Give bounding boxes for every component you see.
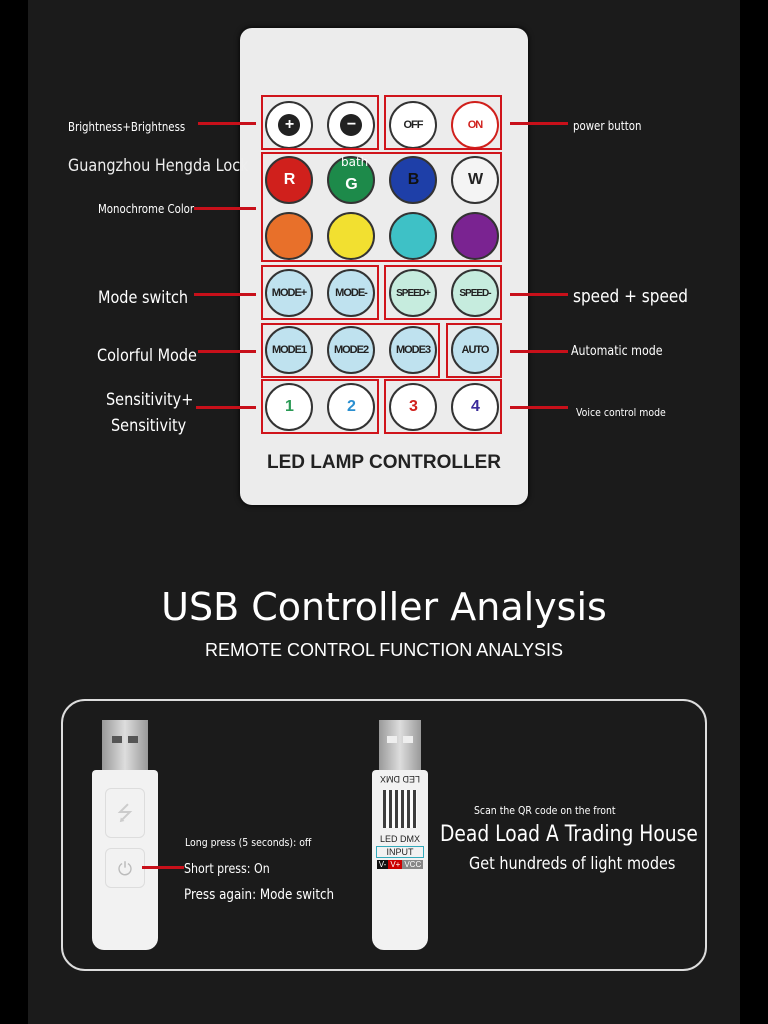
connector-line: [142, 866, 184, 869]
brightness-label: Brightness+Brightness: [68, 120, 186, 134]
long-press-text: Long press (5 seconds): off: [185, 836, 312, 849]
speed-label: speed + speed: [573, 286, 688, 307]
red-button[interactable]: R: [265, 156, 313, 204]
section-subtitle: REMOTE CONTROL FUNCTION ANALYSIS: [204, 640, 564, 660]
connector-line: [198, 122, 256, 125]
sensitivity-label: Sensitivity+: [106, 390, 194, 410]
connector-line: [194, 293, 256, 296]
connector-line: [198, 350, 256, 353]
power-box: [384, 95, 502, 150]
brightness-box: [261, 95, 379, 150]
power-button[interactable]: ⏻: [105, 848, 145, 888]
pin-vcc: VCC: [404, 860, 422, 869]
voice-4-button[interactable]: 4: [451, 383, 499, 431]
green-button[interactable]: G: [327, 156, 375, 204]
light-modes-text: Get hundreds of light modes: [469, 854, 676, 874]
connector-line: [194, 207, 256, 210]
power-off-button[interactable]: OFF: [389, 101, 437, 149]
qr-code-icon: [383, 790, 417, 828]
usb-controller-back: [372, 720, 428, 950]
color-box: [261, 152, 502, 262]
blue-button[interactable]: B: [389, 156, 437, 204]
input-label: INPUT: [376, 846, 424, 858]
power-on-button[interactable]: ON: [451, 101, 499, 149]
mode-box: [261, 265, 379, 320]
watermark-bath: bath: [341, 155, 369, 169]
trading-house-text: Dead Load A Trading House: [440, 822, 698, 847]
sun-plus-icon: +: [278, 114, 300, 136]
power-label: power button: [573, 119, 642, 133]
colorful-box: [261, 323, 440, 378]
usb-logo-icon: ⭍: [105, 788, 145, 838]
sensitivity-label-2: Sensitivity: [111, 416, 187, 436]
voice-control-label: Voice control mode: [576, 406, 666, 419]
white-button[interactable]: W: [451, 156, 499, 204]
led-dmx-label: LED DMX: [379, 834, 420, 844]
voice-box: [384, 379, 502, 434]
scan-qr-text: Scan the QR code on the front: [474, 804, 616, 817]
connector-line: [510, 293, 568, 296]
mode-minus-button[interactable]: MODE-: [327, 269, 375, 317]
auto-button[interactable]: AUTO: [451, 326, 499, 374]
usb-controller-front: [92, 720, 158, 950]
monochrome-label: Monochrome Color: [98, 202, 195, 216]
mode3-button[interactable]: MODE3: [389, 326, 437, 374]
pin-labels: [372, 860, 428, 869]
mode2-button[interactable]: MODE2: [327, 326, 375, 374]
sensitivity-box: [261, 379, 379, 434]
pin-vminus: V-: [378, 860, 387, 869]
short-press-text: Short press: On: [184, 862, 270, 877]
connector-line: [510, 406, 568, 409]
sensitivity-2-button[interactable]: 2: [327, 383, 375, 431]
sensitivity-1-button[interactable]: 1: [265, 383, 313, 431]
speed-box: [384, 265, 502, 320]
mode-plus-button[interactable]: MODE+: [265, 269, 313, 317]
section-title: USB Controller Analysis: [161, 585, 607, 629]
connector-line: [196, 406, 256, 409]
colorful-mode-label: Colorful Mode: [97, 346, 197, 366]
remote-footer-label: LED LAMP CONTROLLER: [267, 452, 501, 473]
auto-box: [446, 323, 502, 378]
mode1-button[interactable]: MODE1: [265, 326, 313, 374]
mode-switch-label: Mode switch: [98, 288, 189, 308]
press-again-text: Press again: Mode switch: [184, 887, 335, 903]
speed-plus-button[interactable]: SPEED+: [389, 269, 437, 317]
voice-3-button[interactable]: 3: [389, 383, 437, 431]
connector-line: [510, 350, 568, 353]
sun-minus-icon: −: [340, 114, 362, 136]
speed-minus-button[interactable]: SPEED-: [451, 269, 499, 317]
watermark-text: Guangzhou Hengda Lock: [68, 156, 249, 176]
led-dmx-label-top: LED DMX: [380, 774, 421, 784]
pin-vplus: V+: [390, 860, 401, 869]
automatic-mode-label: Automatic mode: [571, 344, 663, 359]
connector-line: [510, 122, 568, 125]
